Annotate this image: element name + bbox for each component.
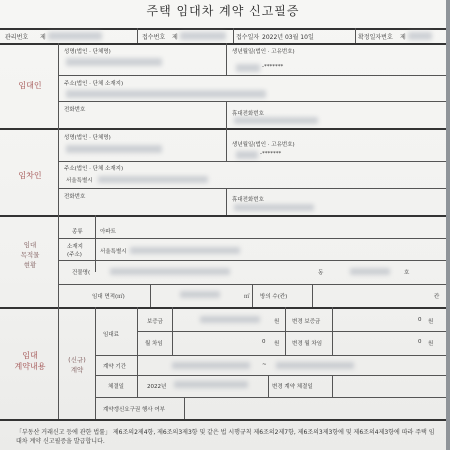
- tenant-address-label: 주소(법인 · 단체 소재지): [64, 166, 124, 172]
- change-deposit-unit: 원: [428, 319, 434, 325]
- tenant-section-label: 임차인: [18, 171, 42, 180]
- redacted-period-start: [172, 362, 250, 369]
- landlord-name-label: 성명(법인 · 단체명): [64, 49, 111, 55]
- property-section-line3: 현황: [23, 261, 37, 269]
- property-building-dong: 동: [318, 270, 324, 276]
- property-section-line1: 임대: [23, 241, 37, 249]
- deposit-label: 보증금: [147, 319, 163, 325]
- property-rooms-label: 방의 수(칸): [260, 294, 288, 300]
- monthly-rent-value: 0: [262, 339, 266, 345]
- contract-sign-date-value: 2022년: [147, 384, 167, 390]
- redacted-property-location: [130, 247, 240, 254]
- contract-kind-line2: 계약: [70, 366, 84, 374]
- redacted-period-end: [276, 362, 354, 369]
- receipt-number-prefix: 제: [172, 34, 178, 41]
- header-bottom-rule: [0, 43, 446, 45]
- redacted-property-area: [180, 291, 220, 298]
- property-area-unit: ㎡: [244, 294, 250, 300]
- property-location-label-line2: (주소): [67, 252, 82, 258]
- landlord-address-label: 주소(법인 · 단체 소재지): [64, 81, 124, 87]
- tenant-name-label: 성명(법인 · 단체명): [64, 135, 111, 141]
- redacted-receipt-number: [180, 32, 226, 40]
- redacted-tenant-name: [66, 145, 162, 153]
- confirm-number-label: 확정일자번호: [358, 34, 393, 41]
- change-monthly-unit: 원: [428, 341, 434, 347]
- receipt-date-value: 2022년 03월 10일: [262, 34, 314, 41]
- change-sign-date-label: 변경 계약 체결일: [272, 384, 313, 390]
- tenant-birth-masked: -*******: [260, 151, 282, 157]
- redacted-landlord-name: [66, 58, 162, 66]
- redacted-deposit-amount: [200, 316, 260, 323]
- contract-kind-label: [60, 355, 94, 375]
- redacted-building-name: [110, 268, 230, 275]
- landlord-phone-label: 전화번호: [64, 107, 86, 113]
- property-type-label: 종류: [72, 229, 83, 235]
- property-building-label: 건물명(: [72, 270, 91, 276]
- landlord-birth-masked: -*******: [262, 64, 284, 70]
- tenant-address-value: 서울특별시: [66, 178, 93, 184]
- monthly-rent-label: 월 차임: [145, 341, 163, 347]
- change-monthly-value: 0: [418, 339, 422, 345]
- redacted-confirm-number: [408, 32, 432, 40]
- redacted-tenant-mobile: [234, 204, 314, 211]
- mgmt-number-prefix: 제: [40, 34, 46, 41]
- monthly-rent-unit: 원: [274, 341, 280, 347]
- contract-period-separator: ~: [262, 362, 267, 368]
- landlord-birth-label: 생년월일(법인 · 고유번호): [232, 49, 295, 55]
- property-rooms-unit: 칸: [434, 294, 440, 300]
- property-location-label-line1: 소재지: [67, 244, 83, 250]
- redacted-landlord-birth: [236, 64, 260, 72]
- header-top-rule: [0, 28, 446, 30]
- document-title: 주택 임대차 계약 신고필증: [146, 4, 300, 18]
- contract-period-label: 계약 기간: [103, 364, 127, 370]
- tenant-phone-label: 전화번호: [64, 194, 86, 200]
- change-monthly-label: 변경 월 차임: [292, 341, 323, 347]
- redacted-tenant-birth: [236, 151, 258, 159]
- contract-kind-line1: (신규): [68, 356, 86, 364]
- redacted-landlord-mobile: [234, 117, 318, 124]
- redacted-mgmt-number: [48, 32, 102, 40]
- contract-sign-date-label: 체결일: [108, 384, 124, 390]
- property-section-line2: 목적물: [20, 251, 40, 259]
- property-location-value: 서울특별시: [100, 249, 127, 255]
- change-deposit-label: 변경 보증금: [292, 319, 321, 325]
- receipt-date-label: 접수일자: [236, 34, 260, 41]
- landlord-mobile-label: 휴대전화번호: [232, 111, 264, 117]
- confirm-number-prefix: 제: [400, 34, 406, 41]
- change-deposit-value: 0: [418, 317, 422, 323]
- property-area-label: 임대 면적(㎡): [92, 294, 125, 300]
- redacted-building-ho: [350, 268, 390, 275]
- property-type-value: 아파트: [100, 229, 116, 235]
- deposit-unit: 원: [274, 319, 280, 325]
- mgmt-number-label: 관리번호: [5, 34, 29, 41]
- tenant-birth-label: 생년월일(법인 · 고유번호): [232, 142, 295, 148]
- landlord-section-label: 임대인: [18, 81, 42, 90]
- redacted-sign-date: [174, 381, 248, 388]
- renewal-right-label: 계약갱신요구권 행사 여부: [103, 407, 165, 413]
- contract-section-label: [2, 350, 58, 372]
- contract-section-line1: 임대: [22, 351, 38, 360]
- rent-label: 임대료: [103, 332, 119, 338]
- redacted-tenant-address: [98, 176, 208, 183]
- tenant-mobile-label: 휴대전화번호: [232, 197, 264, 203]
- receipt-number-label: 접수번호: [142, 34, 166, 41]
- property-section-label: [4, 240, 56, 270]
- redacted-landlord-address: [66, 90, 266, 98]
- property-location-label: [67, 243, 83, 259]
- contract-section-line2: 계약내용: [14, 362, 46, 371]
- legal-footnote: 「부동산 거래신고 등에 관한 법률」 제6조의2제4항, 제6조의3제3항 및 같은 법 시행규칙 제6조의2제7항, 제6조의3제3항에 및 제6조의4제3항에 따라 주택 임대차 계약 신고필증을 발급합니다.: [16, 429, 435, 445]
- property-building-ho: 호: [404, 270, 410, 276]
